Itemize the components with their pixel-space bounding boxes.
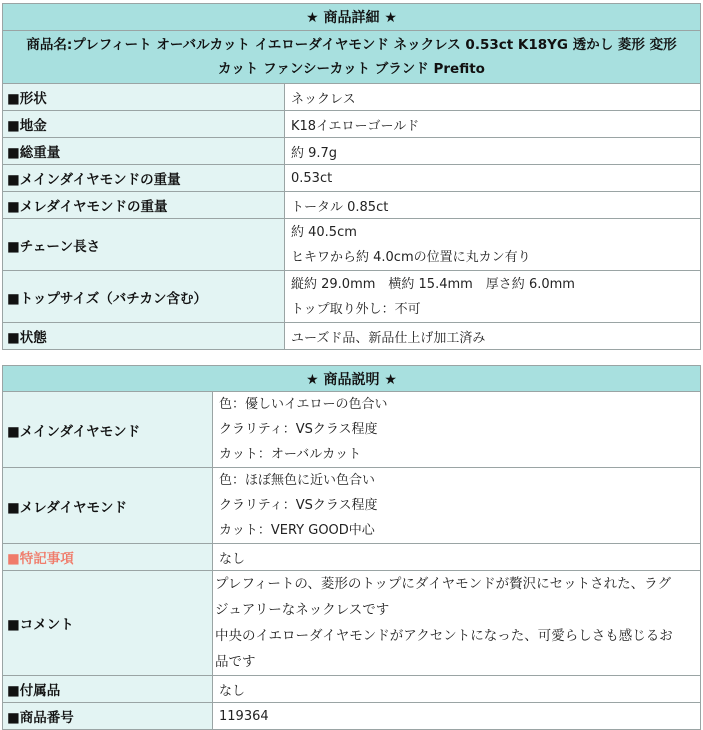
table-row (3, 84, 701, 111)
product-description-table (2, 365, 701, 730)
item-number-label: ■商品番号 (3, 703, 213, 730)
main-diamond-weight-label: ■メインダイヤモンドの重量 (3, 165, 285, 192)
product-name-line1: 商品名:プレフィート オーバルカット イエローダイヤモンド ネックレス 0.53ct K18YG 透かし 菱形 変形 (26, 37, 677, 53)
table-row (3, 703, 701, 730)
chain-length-value (285, 219, 701, 271)
melee-diamond-label: ■メレダイヤモンド (3, 468, 213, 544)
top-size-line2: トップ取り外し：不可 (291, 301, 421, 317)
item-number-value: 119364 (213, 703, 701, 730)
main-diamond-label: ■メインダイヤモンド (3, 392, 213, 468)
special-notes-label: ■特記事項 (3, 544, 213, 571)
melee-diamond-weight-value: トータル 0.85ct (285, 192, 701, 219)
comment-line4: 品です (215, 654, 256, 670)
comment-value (213, 571, 701, 676)
table-row (3, 392, 701, 468)
top-size-line1: 縦約 29.0mm 横約 15.4mm 厚さ約 6.0mm (291, 276, 575, 292)
table-row (3, 323, 701, 350)
main-diamond-clarity: クラリティ：VSクラス程度 (219, 422, 378, 437)
table-row (3, 468, 701, 544)
melee-diamond-clarity: クラリティ：VSクラス程度 (219, 498, 378, 513)
product-details-table (2, 3, 701, 350)
metal-label: ■地金 (3, 111, 285, 138)
table-row (3, 544, 701, 571)
special-notes-value: なし (213, 544, 701, 571)
table-row (3, 138, 701, 165)
table-row (3, 571, 701, 676)
condition-label: ■状態 (3, 323, 285, 350)
total-weight-value: 約 9.7g (285, 138, 701, 165)
melee-diamond-color: 色：ほぼ無色に近い色合い (219, 473, 376, 488)
table-row (3, 111, 701, 138)
chain-length-label: ■チェーン長さ (3, 219, 285, 271)
comment-label: ■コメント (3, 571, 213, 676)
melee-diamond-cut: カット：VERY GOOD中心 (219, 523, 375, 538)
main-diamond-value (213, 392, 701, 468)
table-row (3, 219, 701, 271)
melee-diamond-value (213, 468, 701, 544)
comment-line2: ジュアリーなネックレスです (215, 602, 390, 618)
main-diamond-color: 色：優しいイエローの色合い (219, 397, 388, 412)
condition-value: ユーズド品、新品仕上げ加工済み (285, 323, 701, 350)
top-size-label: ■トップサイズ（バチカン含む） (3, 271, 285, 323)
accessories-value: なし (213, 676, 701, 703)
main-diamond-weight-value: 0.53ct (285, 165, 701, 192)
table-row (3, 192, 701, 219)
chain-length-line1: 約 40.5cm (291, 224, 357, 240)
comment-line3: 中央のイエローダイヤモンドがアクセントになった、可愛らしさも感じるお (215, 628, 673, 644)
melee-diamond-weight-label: ■メレダイヤモンドの重量 (3, 192, 285, 219)
details-header: ★ 商品詳細 ★ (3, 4, 701, 31)
accessories-label: ■付属品 (3, 676, 213, 703)
chain-length-line2: ヒキワから約 4.0cmの位置に丸カン有り (291, 249, 531, 265)
main-diamond-cut: カット：オーバルカット (219, 447, 362, 462)
table-row (3, 271, 701, 323)
metal-value: K18イエローゴールド (285, 111, 701, 138)
top-size-value (285, 271, 701, 323)
product-name (3, 31, 701, 84)
shape-label: ■形状 (3, 84, 285, 111)
description-header: ★ 商品説明 ★ (3, 366, 701, 392)
total-weight-label: ■総重量 (3, 138, 285, 165)
product-name-line2: カット ファンシーカット ブランド Prefito (218, 61, 485, 77)
table-row (3, 676, 701, 703)
comment-line1: プレフィートの、菱形のトップにダイヤモンドが贅沢にセットされた、ラグ (215, 576, 672, 592)
shape-value: ネックレス (285, 84, 701, 111)
table-row (3, 165, 701, 192)
